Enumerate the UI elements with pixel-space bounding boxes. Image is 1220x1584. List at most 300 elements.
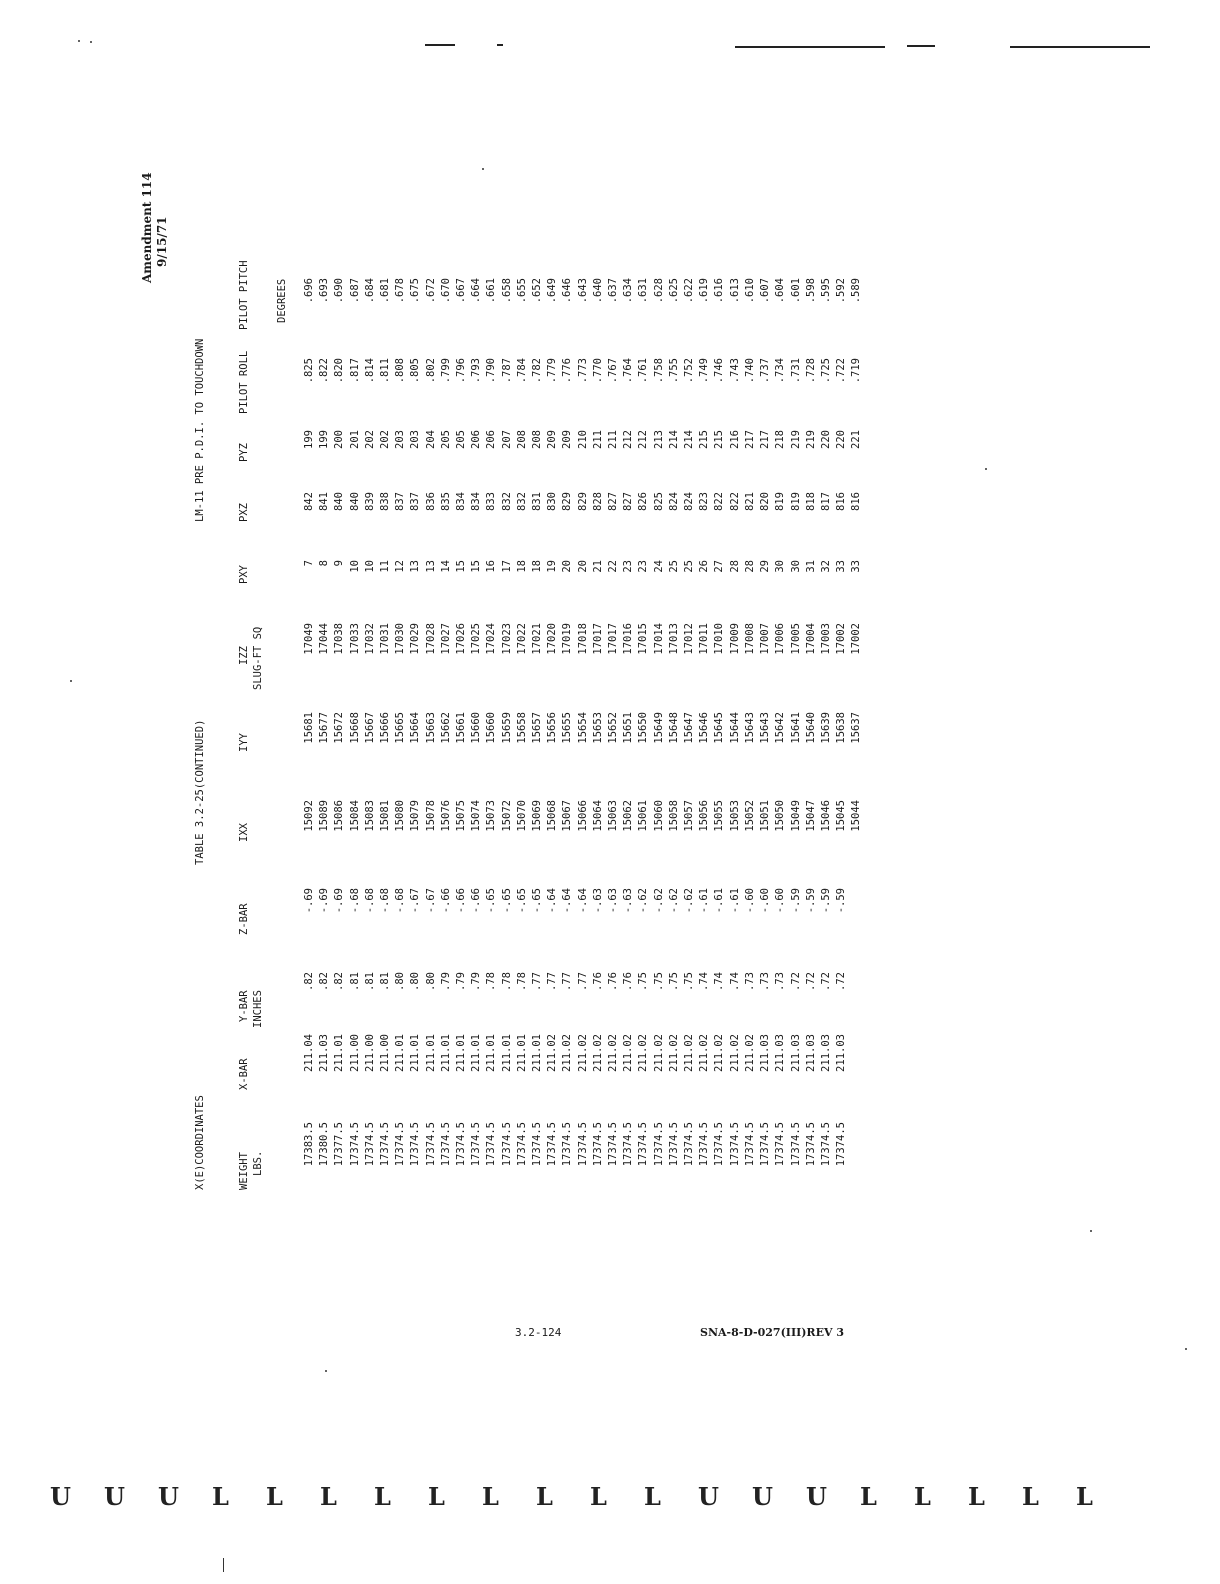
table-cell: -.65 <box>515 888 528 914</box>
table-cell: -.66 <box>470 888 483 914</box>
table-cell: 25 <box>667 560 680 573</box>
table-cell: -.59 <box>835 888 848 914</box>
table-cell: 28 <box>728 560 741 573</box>
table-cell: .77 <box>531 972 544 991</box>
table-cell: 214 <box>683 430 696 449</box>
edge-mark: U <box>698 1482 719 1511</box>
table-cell: 10 <box>363 560 376 573</box>
table-cell: 211.03 <box>804 1034 817 1072</box>
table-cell: 15666 <box>379 712 392 744</box>
table-cell: 10 <box>348 560 361 573</box>
table-cell: -.66 <box>439 888 452 914</box>
table-cell: 211.01 <box>531 1034 544 1072</box>
table-cell: 17025 <box>470 623 483 655</box>
table-cell: .79 <box>455 972 468 991</box>
table-cell: 204 <box>424 430 437 449</box>
table-cell: .77 <box>576 972 589 991</box>
table-cell: .76 <box>591 972 604 991</box>
table-cell: 15083 <box>363 800 376 832</box>
table-cell: 15643 <box>759 712 772 744</box>
table-cell: 15663 <box>424 712 437 744</box>
table-cell: .613 <box>728 278 741 304</box>
table-cell: .81 <box>363 972 376 991</box>
table-cell: 211.02 <box>743 1034 756 1072</box>
table-cell: 17027 <box>439 623 452 655</box>
table-cell: 211.03 <box>835 1034 848 1072</box>
table-cell: .75 <box>652 972 665 991</box>
table-cell: .589 <box>850 278 863 304</box>
table-cell: -.64 <box>576 888 589 914</box>
column-pilot-roll <box>302 358 865 438</box>
table-cell: .725 <box>819 358 832 384</box>
table-cell: .737 <box>759 358 772 384</box>
table-cell: 15656 <box>546 712 559 744</box>
table-cell: 830 <box>546 492 559 511</box>
table-cell: 21 <box>591 560 604 573</box>
table-cell: 15076 <box>439 800 452 832</box>
table-cell: 15651 <box>622 712 635 744</box>
table-cell: 17015 <box>637 623 650 655</box>
table-cell: 17008 <box>743 623 756 655</box>
table-cell: 15084 <box>348 800 361 832</box>
table-cell: .764 <box>622 358 635 384</box>
table-cell: 220 <box>819 430 832 449</box>
table-cell: .77 <box>546 972 559 991</box>
table-cell: 17009 <box>728 623 741 655</box>
scan-line <box>1010 46 1150 48</box>
table-cell: .607 <box>759 278 772 304</box>
table-cell: 15655 <box>561 712 574 744</box>
table-cell: 15643 <box>743 712 756 744</box>
table-cell: 17013 <box>667 623 680 655</box>
table-cell: 15044 <box>850 800 863 832</box>
table-cell: 213 <box>652 430 665 449</box>
table-cell: -.69 <box>318 888 331 914</box>
table-cell: .610 <box>743 278 756 304</box>
table-cell: 17374.5 <box>379 1122 392 1167</box>
table-cell: 15052 <box>743 800 756 832</box>
table-cell: 17038 <box>333 623 346 655</box>
edge-mark: L <box>428 1482 445 1511</box>
edge-mark: U <box>752 1482 773 1511</box>
table-cell: 834 <box>470 492 483 511</box>
table-cell: 15089 <box>318 800 331 832</box>
table-cell: 17021 <box>531 623 544 655</box>
table-cell: 31 <box>804 560 817 573</box>
table-cell: 17033 <box>348 623 361 655</box>
table-cell: 217 <box>743 430 756 449</box>
table-cell: .758 <box>652 358 665 384</box>
table-cell: 206 <box>470 430 483 449</box>
edge-mark: L <box>968 1482 985 1511</box>
table-cell: .793 <box>470 358 483 384</box>
table-cell: 211.01 <box>424 1034 437 1072</box>
table-cell: .81 <box>348 972 361 991</box>
table-cell: 17374.5 <box>394 1122 407 1167</box>
table-cell: 15064 <box>591 800 604 832</box>
table-cell: .75 <box>683 972 696 991</box>
table-cell: 27 <box>713 560 726 573</box>
table-cell: 211.02 <box>561 1034 574 1072</box>
table-cell: 17006 <box>774 623 787 655</box>
table-cell: -.59 <box>819 888 832 914</box>
table-cell: -.68 <box>394 888 407 914</box>
table-cell: 17012 <box>683 623 696 655</box>
table-cell: .658 <box>500 278 513 304</box>
table-cell: 15074 <box>470 800 483 832</box>
table-cell: 17023 <box>500 623 513 655</box>
table-cell: .731 <box>789 358 802 384</box>
col-header-pxy: PXY <box>238 565 250 584</box>
table-cell: 211.01 <box>439 1034 452 1072</box>
table-cell: 15677 <box>318 712 331 744</box>
table-cell: .770 <box>591 358 604 384</box>
table-cell: 831 <box>531 492 544 511</box>
table-cell: .825 <box>303 358 315 384</box>
table-cell: .75 <box>637 972 650 991</box>
table-cell: .820 <box>333 358 346 384</box>
table-cell: 833 <box>485 492 498 511</box>
table-cell: 17374.5 <box>759 1122 772 1167</box>
table-cell: .622 <box>683 278 696 304</box>
table-cell: .787 <box>500 358 513 384</box>
table-cell: 832 <box>515 492 528 511</box>
table-cell: 15660 <box>470 712 483 744</box>
table-cell: 211.02 <box>713 1034 726 1072</box>
table-cell: 15638 <box>835 712 848 744</box>
col-unit-inches: INCHES <box>252 990 264 1028</box>
edge-mark: U <box>806 1482 827 1511</box>
edge-mark: L <box>590 1482 607 1511</box>
table-cell: 15672 <box>333 712 346 744</box>
table-cell: -.67 <box>409 888 422 914</box>
table-cell: 20 <box>561 560 574 573</box>
table-cell: 212 <box>622 430 635 449</box>
table-cell: .72 <box>804 972 817 991</box>
table-cell: 824 <box>667 492 680 511</box>
table-cell: 17028 <box>424 623 437 655</box>
table-cell: 211.04 <box>303 1034 315 1072</box>
table-cell: 17377.5 <box>333 1122 346 1167</box>
table-cell: 15657 <box>531 712 544 744</box>
table-cell: 211.03 <box>789 1034 802 1072</box>
table-cell: 211 <box>591 430 604 449</box>
edge-mark: L <box>860 1482 877 1511</box>
table-cell: .773 <box>576 358 589 384</box>
table-cell: 211.02 <box>683 1034 696 1072</box>
table-cell: 208 <box>531 430 544 449</box>
table-cell: 840 <box>348 492 361 511</box>
table-cell: 211.02 <box>546 1034 559 1072</box>
table-cell: 15067 <box>561 800 574 832</box>
table-cell: .719 <box>850 358 863 384</box>
table-cell: 209 <box>546 430 559 449</box>
table-cell: .625 <box>667 278 680 304</box>
scan-dot <box>325 1370 327 1372</box>
table-cell: 33 <box>850 560 863 573</box>
table-cell: 15055 <box>713 800 726 832</box>
table-cell: -.65 <box>500 888 513 914</box>
table-cell: .72 <box>819 972 832 991</box>
table-cell: .678 <box>394 278 407 304</box>
table-cell: 17374.5 <box>622 1122 635 1167</box>
table-cell: 840 <box>333 492 346 511</box>
table-cell: 211.03 <box>318 1034 331 1072</box>
table-cell: 216 <box>728 430 741 449</box>
column-y-bar <box>302 972 849 1052</box>
table-cell: 842 <box>303 492 315 511</box>
table-cell: -.64 <box>561 888 574 914</box>
col-header-x-bar: X-BAR <box>238 1058 250 1090</box>
table-cell: -.61 <box>713 888 726 914</box>
table-cell: .72 <box>789 972 802 991</box>
table-cell: 217 <box>759 430 772 449</box>
edge-mark: L <box>482 1482 499 1511</box>
table-cell: 839 <box>363 492 376 511</box>
table-cell: 25 <box>683 560 696 573</box>
table-cell: -.64 <box>546 888 559 914</box>
table-cell: 17031 <box>379 623 392 655</box>
table-cell: .82 <box>318 972 331 991</box>
table-cell: 15641 <box>789 712 802 744</box>
table-cell: 15047 <box>804 800 817 832</box>
table-cell: 15045 <box>835 800 848 832</box>
table-cell: 17016 <box>622 623 635 655</box>
table-cell: 211.02 <box>667 1034 680 1072</box>
column-z-bar <box>302 888 849 968</box>
table-cell: -.62 <box>652 888 665 914</box>
table-cell: 211.01 <box>333 1034 346 1072</box>
table-cell: .78 <box>500 972 513 991</box>
table-cell: 15070 <box>515 800 528 832</box>
table-cell: 829 <box>576 492 589 511</box>
table-cell: 17005 <box>789 623 802 655</box>
table-cell: 819 <box>789 492 802 511</box>
table-cell: 17383.5 <box>303 1122 315 1167</box>
table-cell: 15072 <box>500 800 513 832</box>
table-cell: 17029 <box>409 623 422 655</box>
table-cell: 15642 <box>774 712 787 744</box>
table-cell: 17374.5 <box>789 1122 802 1167</box>
table-cell: 211.02 <box>652 1034 665 1072</box>
table-cell: 19 <box>546 560 559 573</box>
table-cell: 819 <box>774 492 787 511</box>
table-cell: .643 <box>576 278 589 304</box>
table-cell: .80 <box>394 972 407 991</box>
table-cell: 15062 <box>622 800 635 832</box>
table-cell: 18 <box>515 560 528 573</box>
table-cell: 219 <box>804 430 817 449</box>
col-unit-slug-ft-sq: SLUG-FT SQ <box>252 626 264 690</box>
table-cell: 20 <box>576 560 589 573</box>
table-cell: 15061 <box>637 800 650 832</box>
table-cell: 841 <box>318 492 331 511</box>
table-cell: -.61 <box>698 888 711 914</box>
scan-dot <box>78 40 80 42</box>
table-cell: 15640 <box>804 712 817 744</box>
table-cell: .604 <box>774 278 787 304</box>
table-cell: 15660 <box>485 712 498 744</box>
table-cell: 17014 <box>652 623 665 655</box>
table-cell: .767 <box>607 358 620 384</box>
table-cell: 15647 <box>683 712 696 744</box>
col-header-z-bar: Z-BAR <box>238 903 250 935</box>
table-cell: 15066 <box>576 800 589 832</box>
table-cell: 15648 <box>667 712 680 744</box>
table-cell: .746 <box>713 358 726 384</box>
table-cell: 211.03 <box>819 1034 832 1072</box>
table-cell: 15664 <box>409 712 422 744</box>
table-cell: 15644 <box>728 712 741 744</box>
table-cell: 15073 <box>485 800 498 832</box>
table-cell: 202 <box>363 430 376 449</box>
table-cell: -.62 <box>637 888 650 914</box>
table-cell: 17374.5 <box>409 1122 422 1167</box>
table-cell: 15654 <box>576 712 589 744</box>
table-cell: 211.02 <box>622 1034 635 1072</box>
table-cell: 15049 <box>789 800 802 832</box>
table-cell: 17003 <box>819 623 832 655</box>
column-weight <box>302 1122 849 1202</box>
table-cell: 15086 <box>333 800 346 832</box>
table-cell: 17374.5 <box>348 1122 361 1167</box>
table-cell: .667 <box>455 278 468 304</box>
col-header-weight: WEIGHT <box>238 1152 250 1190</box>
document-id: SNA-8-D-027(III)REV 3 <box>700 1326 844 1339</box>
table-cell: 215 <box>698 430 711 449</box>
table-cell: 17374.5 <box>363 1122 376 1167</box>
table-cell: .811 <box>379 358 392 384</box>
table-cell: .776 <box>561 358 574 384</box>
table-cell: 211.00 <box>363 1034 376 1072</box>
table-cell: .661 <box>485 278 498 304</box>
table-cell: 208 <box>515 430 528 449</box>
table-cell: .728 <box>804 358 817 384</box>
table-cell: 17380.5 <box>318 1122 331 1167</box>
table-cell: .601 <box>789 278 802 304</box>
table-cell: 15078 <box>424 800 437 832</box>
table-cell: 17374.5 <box>439 1122 452 1167</box>
table-cell: 15 <box>470 560 483 573</box>
table-cell: 17374.5 <box>819 1122 832 1167</box>
col-header-iyy: IYY <box>238 733 250 752</box>
table-subtitle: LM-11 PRE P.D.I. TO TOUCHDOWN <box>194 338 206 522</box>
table-cell: .740 <box>743 358 756 384</box>
table-cell: .637 <box>607 278 620 304</box>
col-header-pilot-roll: PILOT ROLL <box>238 350 250 414</box>
table-cell: 17374.5 <box>455 1122 468 1167</box>
table-cell: 17026 <box>455 623 468 655</box>
table-cell: .687 <box>348 278 361 304</box>
table-cell: 15637 <box>850 712 863 744</box>
table-cell: 11 <box>379 560 392 573</box>
table-cell: 15069 <box>531 800 544 832</box>
table-cell: .81 <box>379 972 392 991</box>
table-cell: 29 <box>759 560 772 573</box>
table-cell: 15075 <box>455 800 468 832</box>
table-cell: .693 <box>318 278 331 304</box>
table-cell: 17374.5 <box>698 1122 711 1167</box>
table-cell: 15667 <box>363 712 376 744</box>
column-ixx <box>302 800 865 880</box>
edge-mark: L <box>914 1482 931 1511</box>
table-cell: 825 <box>652 492 665 511</box>
table-cell: 15058 <box>667 800 680 832</box>
table-cell: .77 <box>561 972 574 991</box>
table-cell: -.62 <box>667 888 680 914</box>
table-cell: 211.02 <box>607 1034 620 1072</box>
table-cell: 823 <box>698 492 711 511</box>
table-cell: .814 <box>363 358 376 384</box>
table-cell: .73 <box>743 972 756 991</box>
table-cell: .734 <box>774 358 787 384</box>
edge-mark: L <box>374 1482 391 1511</box>
col-header-pilot-pitch: PILOT PITCH <box>238 260 250 330</box>
table-cell: 210 <box>576 430 589 449</box>
table-cell: 211.01 <box>455 1034 468 1072</box>
table-cell: 17374.5 <box>485 1122 498 1167</box>
table-cell: 199 <box>303 430 315 449</box>
table-cell: 30 <box>774 560 787 573</box>
table-cell: 17374.5 <box>470 1122 483 1167</box>
scan-dot <box>985 468 987 470</box>
table-cell: 32 <box>819 560 832 573</box>
table-cell: 17017 <box>591 623 604 655</box>
table-cell: 17374.5 <box>743 1122 756 1167</box>
table-cell: -.65 <box>485 888 498 914</box>
table-cell: .80 <box>409 972 422 991</box>
table-cell: .805 <box>409 358 422 384</box>
table-cell: 17374.5 <box>607 1122 620 1167</box>
table-cell: 826 <box>637 492 650 511</box>
table-cell: 211.00 <box>348 1034 361 1072</box>
table-cell: 17022 <box>515 623 528 655</box>
table-cell: .74 <box>713 972 726 991</box>
table-cell: 15658 <box>515 712 528 744</box>
edge-mark: L <box>266 1482 283 1511</box>
table-cell: 816 <box>835 492 848 511</box>
table-cell: .796 <box>455 358 468 384</box>
table-cell: 17011 <box>698 623 711 655</box>
table-cell: .78 <box>515 972 528 991</box>
table-cell: 211.03 <box>774 1034 787 1072</box>
table-cell: -.60 <box>774 888 787 914</box>
table-cell: .75 <box>667 972 680 991</box>
table-cell: 211.02 <box>637 1034 650 1072</box>
table-cell: .631 <box>637 278 650 304</box>
table-cell: .598 <box>804 278 817 304</box>
page-number: 3.2-124 <box>515 1326 562 1339</box>
table-cell: 827 <box>622 492 635 511</box>
scan-dot <box>482 168 484 170</box>
table-cell: 15081 <box>379 800 392 832</box>
edge-mark: L <box>212 1482 229 1511</box>
table-cell: 211.01 <box>470 1034 483 1072</box>
table-cell: 12 <box>394 560 407 573</box>
table-cell: .761 <box>637 358 650 384</box>
table-cell: .670 <box>439 278 452 304</box>
table-cell: 26 <box>698 560 711 573</box>
table-cell: 17004 <box>804 623 817 655</box>
table-cell: .619 <box>698 278 711 304</box>
table-cell: 24 <box>652 560 665 573</box>
table-cell: 211.02 <box>698 1034 711 1072</box>
amendment-date: 9/15/71 <box>155 216 169 267</box>
table-cell: -.69 <box>303 888 315 914</box>
table-cell: -.62 <box>683 888 696 914</box>
edge-mark: L <box>1022 1482 1039 1511</box>
table-cell: 17374.5 <box>652 1122 665 1167</box>
